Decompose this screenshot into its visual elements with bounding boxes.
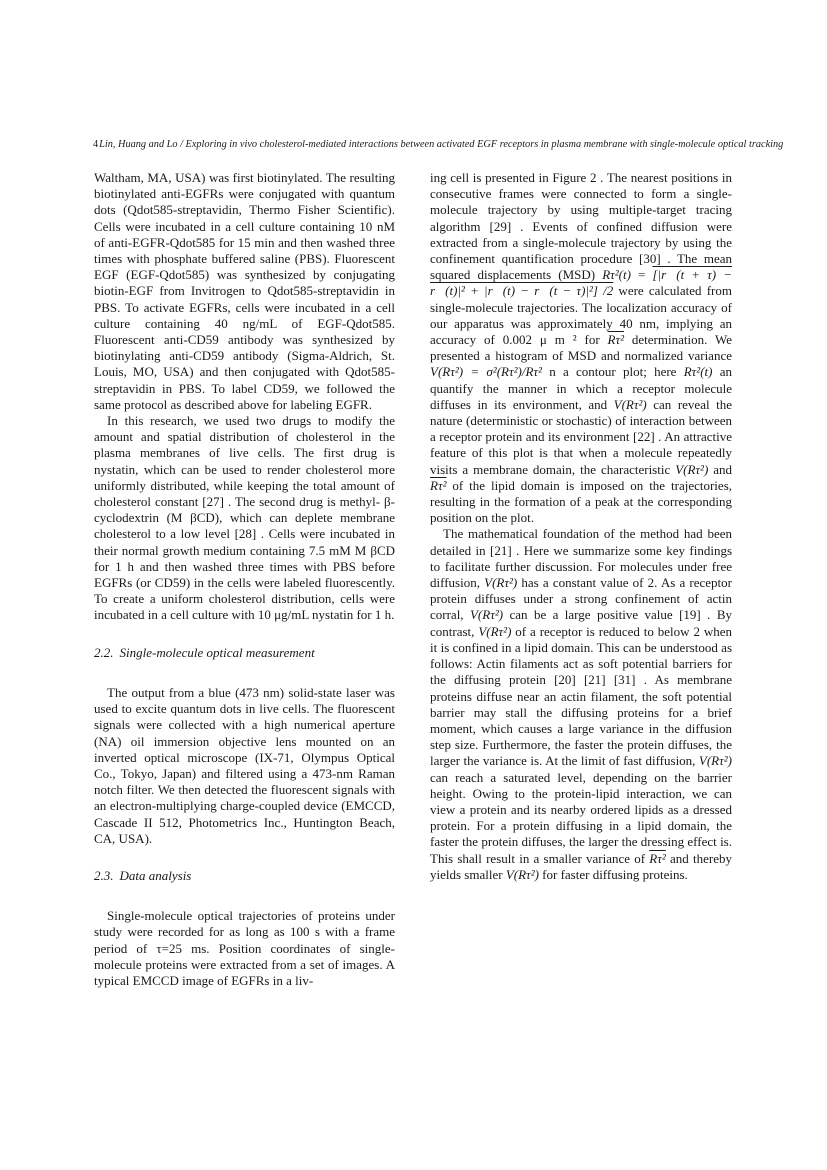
math-variance-short: V(Rτ²) [698,753,732,769]
math-msd-symbol: Rτ²(t) [683,364,713,380]
math-variance-short: V(Rτ²) [478,623,512,639]
math-variance-short: V(Rτ²) [505,866,539,882]
section-title: Data analysis [119,867,192,883]
section-heading-2-3 [94,868,395,884]
paragraph-drugs: In this research, we used two drugs to modify the amount and spatial distribution of cholesterol in the plasma membranes of live cells. The first drug is nystatin, which can be used to render cholesterol more uniformly distributed, while keeping the total amount of cholesterol constant [27] . The second drug is methyl- β-cyclodextrin (M βCD), which can deplete membrane cholesterol to a low level [28] . Cells were incubated in their normal growth medium containing 7.5 mM M βCD for 1 h and then washed three times with PBS before EGFRs (or CD59) in the cells were labeled fluorescently. To create a uniform cholesterol distribution, cells were incubated in a cell culture with 10 μg/mL nystatin for 1 h. [94,413,395,623]
section-title: Single-molecule optical measurement [119,644,315,660]
math-variance-short: V(Rτ²) [469,607,504,623]
math-msd-short: Rτ² [607,332,625,348]
page-number: 4 [93,139,99,150]
section-heading-2-2 [94,645,395,661]
paragraph-optical-measurement: The output from a blue (473 nm) solid-state laser was used to excite quantum dots in live cells. The fluorescent signals were collected with a high numerical aperture (NA) oil immersion objective lens mounted on an inverted optical microscope (IX-71, Olympus Optical Co., Tokyo, Japan) and filtered using a 473-nm Raman notch filter. We then detected the fluorescent signals with an electron-multiplying charge-coupled device (EMCCD, Cascade II 512, Photometrics Inc., Huntington Beach, CA, USA). [94,684,395,846]
section-number: 2.2. [94,644,114,660]
math-variance-short: V(Rτ²) [675,461,709,477]
math-msd-formula: [|r⃗(t + τ) − r⃗(t)|² + |r⃗(t) − r⃗(t − τ)|²] /2 [430,267,732,299]
math-msd-short: Rτ² [430,477,447,493]
running-title: Lin, Huang and Lo / Exploring in vivo cholesterol-mediated interactions between activated EGF receptors in plasma membrane with single-molecule optical tracking [99,139,784,150]
running-header [93,139,823,150]
paragraph-antibody-labeling: Waltham, MA, USA) was first biotinylated. The resulting biotinylated anti-EGFRs were conjugated with quantum dots (Qdot585-streptavidin, Thermo Fisher Scientific). Cells were incubated in a cell culture containing 10 nM of anti-EGFR-Qdot585 for 15 min and then washed three times with phosphate buffered saline (PBS). Fluorescent EGF (EGF-Qdot585) was synthesized by conjugating biotin-EGF from Invitrogen to Qdot585-streptavidin in PBS. To activate EGFRs, cells were incubated in a cell culture containing 40 ng/mL of EGF-Qdot585. Fluorescent anti-CD59 antibody was synthesized by biotinylating anti-CD59 antibody (Sigma-Aldrich, St. Louis, MO, USA) and then conjugated with Qdot585-streptavidin in PBS. To label CD59, we followed the same protocol as described above for labeling EGFR. [94,170,395,412]
paragraph-data-analysis: Single-molecule optical trajectories of proteins under study were recorded for as long as 100 s with a frame period of τ=25 ms. Position coordinates of single-molecule proteins were extracted from a set of images. A typical EMCCD image of EGFRs in a liv- [94,908,395,988]
paragraph-msd-method: ing cell is presented in Figure 2 . The nearest positions in consecutive frames were connected to form a single-molecule trajectory by using multiple-target tracing algorithm [29] . Events of confined diffusion were extracted from a single-molecule trajectory by using the confinement quantification procedure [30] . The mean squared displacements (MSD) Rτ²(t) = [|r⃗(t + τ) − r⃗(t)|² + |r⃗(t) − r⃗(t − τ)|²] /2 were calculated from single-molecule trajectories. The localization accuracy of our apparatus was approximately 40 nm, implying an accuracy of 0.002 μ m ² for Rτ² determination. We presented a histogram of MSD and normalized variance V(Rτ²) = σ²(Rτ²)/Rτ² n a contour plot; here Rτ²(t) an quantify the manner in which a receptor molecule diffuses in its environment, and V(Rτ²) can reveal the nature (deterministic or stochastic) of interaction between a receptor protein and its environment [22] . An attractive feature of this plot is that when a molecule repeatedly visits a membrane domain, the characteristic V(Rτ²) and Rτ² of the lipid domain is imposed on the trajectories, resulting in the formation of a peak at the corresponding position on the plot. [430,170,733,526]
section-number: 2.3. [94,867,114,883]
right-column [430,170,732,883]
math-variance-short: V(Rτ²) [613,396,647,412]
math-variance-short: V(Rτ²) [484,575,518,591]
math-msd-short: Rτ² [649,850,666,866]
math-variance-formula: V(Rτ²) = σ²(Rτ²)/Rτ² [430,364,542,380]
paragraph-mathematical-foundation: The mathematical foundation of the method had been detailed in [21] . Here we summarize some key findings to facilitate further discussion. For molecules under free diffusion, V(Rτ²) has a constant value of 2. As a receptor protein diffuses under a strong confinement of actin corral, V(Rτ²) can be a large positive value [19] . By contrast, V(Rτ²) of a receptor is reduced to below 2 when it is confined in a lipid domain. This can be understood as follows: Actin filaments act as soft potential barriers for the diffusing protein [20] [21] [31] . As membrane proteins diffuse near an actin filament, the soft potential barrier may stall the diffusing proteins for a brief moment, which causes a large variance in the diffusion step size. Furthermore, the faster the protein diffuses, the larger the variance is. At the limit of fast diffusion, V(Rτ²) can reach a saturated level, depending on the barrier height. Owing to the protein-lipid interaction, we can view a protein and its nearby ordered lipids as a dressed protein. For a protein diffusing in a lipid domain, the faster the protein diffuses, the larger the dressing effect is. This shall result in a smaller variance of Rτ² and thereby yields smaller V(Rτ²) for faster diffusing proteins. [430,526,733,882]
left-column [94,170,395,989]
math-msd-symbol: Rτ²(t) [602,267,631,283]
